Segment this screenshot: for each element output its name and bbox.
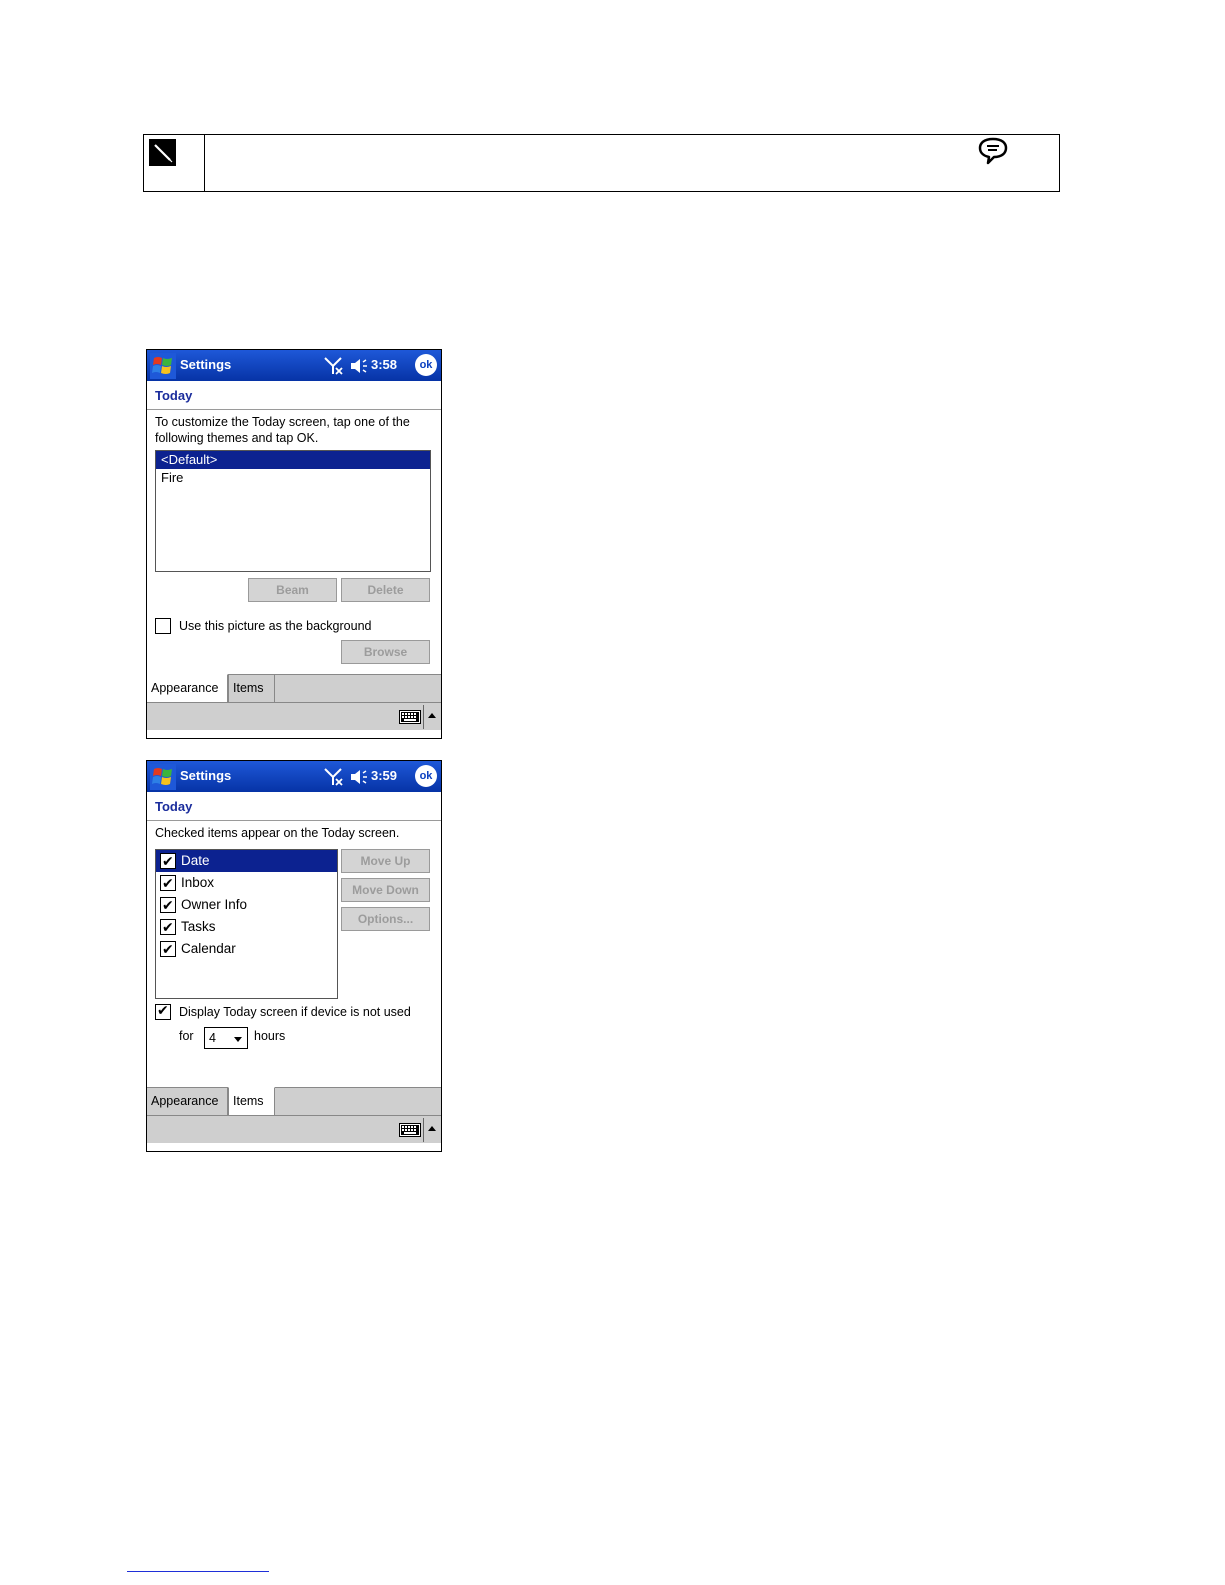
chevron-up-icon[interactable] (428, 1126, 436, 1131)
pen-icon (149, 139, 176, 166)
beam-button[interactable]: Beam (248, 578, 337, 602)
page-title: Today (155, 388, 193, 403)
divider (423, 1118, 424, 1142)
item-checkbox[interactable] (160, 853, 176, 869)
windows-start-icon[interactable] (150, 764, 176, 790)
page-title: Today (155, 799, 193, 814)
tab-appearance[interactable]: Appearance (146, 1087, 228, 1116)
today-settings-items-screen (146, 760, 442, 1152)
display-today-checkbox[interactable] (155, 1004, 171, 1020)
display-today-label: Display Today screen if device is not used (179, 1005, 411, 1019)
hours-dropdown[interactable] (204, 1027, 248, 1049)
chevron-up-icon[interactable] (428, 713, 436, 718)
list-item[interactable] (156, 872, 337, 894)
volume-icon[interactable] (349, 768, 369, 786)
footnote-separator (127, 1571, 269, 1572)
keyboard-icon[interactable] (399, 710, 421, 724)
tab-bar (147, 1087, 441, 1115)
note-icon-cell (144, 135, 205, 191)
speech-bubble-icon (977, 137, 1009, 167)
chevron-down-icon (234, 1037, 242, 1042)
hours-value: 4 (209, 1031, 216, 1045)
signal-off-icon[interactable] (323, 356, 345, 376)
instruction-text: Checked items appear on the Today screen. (155, 826, 400, 840)
list-item[interactable] (156, 894, 337, 916)
background-checkbox[interactable] (155, 618, 171, 634)
input-panel-bar (147, 1115, 441, 1143)
move-up-button[interactable]: Move Up (341, 849, 430, 873)
item-label: Tasks (181, 919, 216, 934)
page-header (147, 381, 441, 410)
list-item[interactable]: Fire (161, 470, 184, 485)
item-label: Date (181, 853, 210, 868)
hours-label: hours (254, 1029, 286, 1043)
options-button[interactable]: Options... (341, 907, 430, 931)
tab-bar (147, 674, 441, 702)
browse-button[interactable]: Browse (341, 640, 430, 664)
list-item[interactable] (156, 916, 337, 938)
instruction-text: To customize the Today screen, tap one of the following themes and tap OK. (155, 415, 410, 445)
today-items-list[interactable] (155, 849, 338, 999)
list-item[interactable] (156, 938, 337, 960)
ok-button[interactable]: ok (415, 354, 437, 376)
item-checkbox[interactable] (160, 919, 176, 935)
divider (423, 705, 424, 729)
keyboard-icon[interactable] (399, 1123, 421, 1137)
for-label: for (179, 1029, 194, 1043)
windows-start-icon[interactable] (150, 353, 176, 379)
volume-icon[interactable] (349, 357, 369, 375)
window-title: Settings (180, 357, 232, 372)
item-label: Inbox (181, 875, 215, 890)
item-label: Calendar (181, 941, 236, 956)
list-item[interactable] (156, 850, 337, 872)
item-checkbox[interactable] (160, 897, 176, 913)
tab-items[interactable]: Items (228, 674, 275, 703)
background-checkbox-label: Use this picture as the background (179, 619, 372, 633)
today-settings-appearance-screen (146, 349, 442, 739)
theme-list[interactable] (155, 450, 431, 572)
move-down-button[interactable]: Move Down (341, 878, 430, 902)
item-label: Owner Info (181, 897, 248, 912)
signal-off-icon[interactable] (323, 767, 345, 787)
clock[interactable]: 3:59 (371, 768, 398, 783)
delete-button[interactable]: Delete (341, 578, 430, 602)
title-bar (147, 761, 441, 792)
clock[interactable]: 3:58 (371, 357, 398, 372)
tab-items[interactable]: Items (228, 1087, 275, 1116)
title-bar (147, 350, 441, 381)
tab-appearance[interactable]: Appearance (146, 674, 228, 703)
item-checkbox[interactable] (160, 875, 176, 891)
list-item[interactable]: <Default> (156, 451, 430, 469)
note-box (143, 134, 1060, 192)
window-title: Settings (180, 768, 232, 783)
item-checkbox[interactable] (160, 941, 176, 957)
ok-button[interactable]: ok (415, 765, 437, 787)
page-header (147, 792, 441, 821)
input-panel-bar (147, 702, 441, 730)
